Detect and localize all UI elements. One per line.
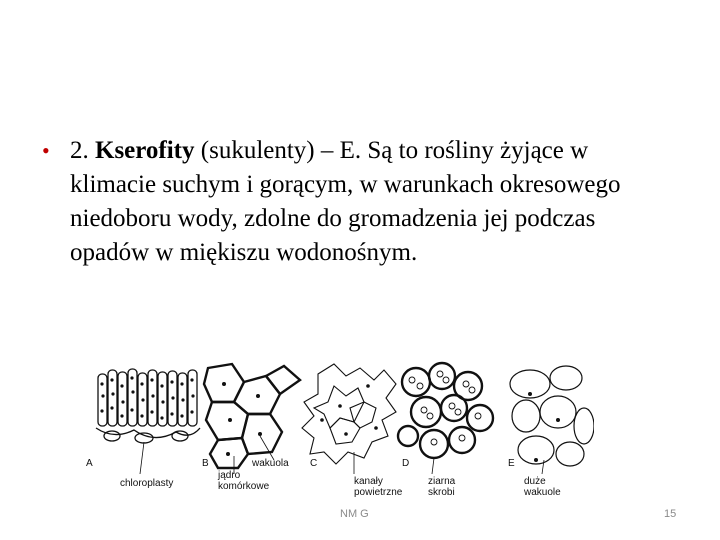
plant-cells-figure — [84, 356, 594, 506]
panel-b-parenchyma — [204, 364, 300, 468]
label-jadro-1: jądro — [218, 470, 241, 481]
panel-letter-c: C — [310, 458, 318, 469]
footer-author: NM G — [340, 508, 369, 520]
panel-letter-e: E — [508, 458, 515, 469]
panel-letter-a: A — [86, 458, 93, 469]
panel-e-water-storage-cells — [510, 366, 594, 466]
panel-c-aerenchyma — [302, 364, 396, 464]
footer-page-number: 15 — [664, 508, 677, 520]
bullet-dot-icon: • — [42, 138, 50, 163]
label-duze-1: duże — [524, 476, 546, 487]
bullet-term: Kserofity — [95, 137, 195, 164]
label-chloroplasty: chloroplasty — [120, 478, 174, 489]
bullet-body: (sukulenty) – E. Są to rośliny żyjące w klimacie suchym i gorącym, w warunkach okresowego niedoboru wody, zdolne do gromadzenia jej podczas opadów w miękiszu wodonośnym. — [70, 137, 621, 266]
label-kanaly-1: kanały — [354, 476, 383, 487]
panel-letter-b: B — [202, 458, 209, 469]
label-duze-2: wakuole — [524, 487, 561, 498]
label-kanaly-2: powietrzne — [354, 487, 403, 498]
label-ziarna-2: skrobi — [428, 487, 455, 498]
bullet-number: 2. — [70, 137, 89, 164]
label-jadro-2: komórkowe — [218, 481, 270, 492]
bullet-paragraph — [42, 134, 662, 270]
panel-letter-d: D — [402, 458, 410, 469]
label-wakuola: wakuola — [252, 458, 289, 469]
bullet-text — [70, 134, 662, 270]
label-ziarna-1: ziarna — [428, 476, 456, 487]
